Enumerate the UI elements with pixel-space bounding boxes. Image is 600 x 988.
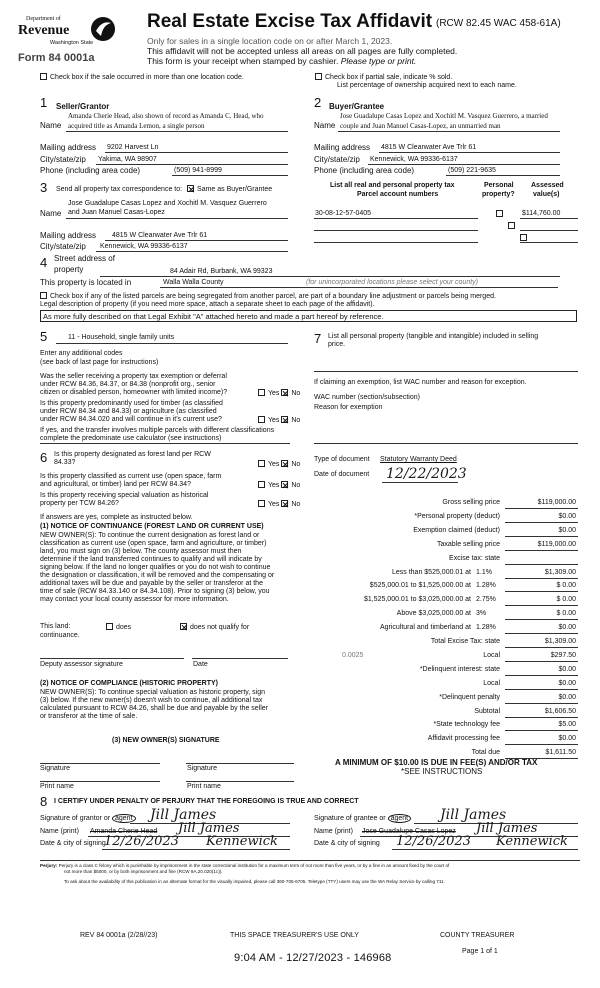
calc-label: Total due xyxy=(471,749,500,757)
tax-mail-value: 4815 W Clearwater Ave Trlr 61 xyxy=(112,232,208,239)
q-timber-2: under RCW 84.34 and 84.33) or agriculture (as classified xyxy=(40,408,217,415)
notice-compliance-1: NEW OWNER(S): To continue special valuation as historic property, sign xyxy=(40,689,265,696)
yes-label: Yes xyxy=(268,482,280,489)
calc-value: $1,606.50 xyxy=(544,707,576,715)
personal-property-checkbox-2[interactable] xyxy=(508,222,515,229)
doc-type-value: Statutory Warranty Deed xyxy=(380,456,457,463)
calc-rule xyxy=(505,661,578,662)
calc-value: $1,309.00 xyxy=(544,568,576,576)
calc-label: *Personal property (deduct) xyxy=(414,512,500,520)
calc-label: Excise tax: state xyxy=(449,554,500,562)
grantor-signature: Jill James xyxy=(150,807,217,823)
section-8-number: 8 xyxy=(40,794,48,809)
receipt-stamp: 9:04 AM - 12/27/2023 - 146968 xyxy=(234,952,392,964)
calc-label: *Delinquent penalty xyxy=(439,693,500,701)
if-yes-instruction: If answers are yes, complete as instructed below. xyxy=(40,514,193,521)
perjury-text-1: Perjury is a class C felony which is punishable by imprisonment in the state correctional institution for a maximum term of not more than five years, or by a fine in an amount fixed by the court of xyxy=(57,863,450,868)
q-exemption-3: citizen or disabled person, homeowner with limited income)? xyxy=(40,389,228,396)
form-number: Form 84 0001a xyxy=(18,52,95,64)
grantee-signature-label xyxy=(314,815,411,823)
form-rcw: (RCW 82.45 WAC 458-61A) xyxy=(436,18,561,29)
calc-label: Agricultural and timberland at xyxy=(379,624,471,632)
q-exemption-yes-checkbox[interactable] xyxy=(258,389,265,396)
yes-label: Yes xyxy=(268,417,280,424)
owner-print-label-2: Print name xyxy=(187,783,221,790)
grantor-signature-label xyxy=(40,815,136,823)
seller-title: Seller/Grantor xyxy=(56,102,110,111)
no-label: No xyxy=(291,390,301,397)
calc-rate: 2.75% xyxy=(476,596,496,604)
same-as-buyer-label: Same as Buyer/Grantee xyxy=(197,186,273,193)
q-forest-answer xyxy=(258,460,300,469)
q-exemption-no-checkbox[interactable] xyxy=(281,389,288,396)
grantor-date: 12/26/2023 xyxy=(104,834,179,849)
seller-mail-label: Mailing address xyxy=(40,143,97,152)
calc-rule xyxy=(505,605,578,606)
calc-value: $ 0.00 xyxy=(556,596,576,604)
notice-compliance-4: or transferor at the time of sale. xyxy=(40,713,138,720)
q-timber-3: under RCW 84.34.020 and will continue in it's current use? xyxy=(40,416,222,423)
yes-label: Yes xyxy=(268,461,280,468)
buyer-phone-label: Phone (including area code) xyxy=(314,166,415,175)
additional-codes-2: (see back of last page for instructions) xyxy=(40,359,159,366)
calc-rule xyxy=(505,508,578,509)
calc-rule xyxy=(505,675,578,676)
tax-city-label: City/state/zip xyxy=(40,242,86,251)
county-value: Walla Walla County xyxy=(163,279,224,286)
q-exemption-answer xyxy=(258,389,300,398)
calc-value: $297.50 xyxy=(550,651,576,659)
section-2-number: 2 xyxy=(314,95,322,110)
notice-continuance-title: (1) NOTICE OF CONTINUANCE (FOREST LAND OR CURRENT USE) xyxy=(40,523,264,530)
section-7-number: 7 xyxy=(314,331,322,346)
seller-phone-label: Phone (including area code) xyxy=(40,166,141,175)
land-does-option xyxy=(106,623,131,632)
note-3-emphasis: Please type or print. xyxy=(340,56,417,66)
calc-value: $0.00 xyxy=(558,693,576,701)
personal-property-checkbox-3[interactable] xyxy=(520,234,527,241)
calc-label: Local xyxy=(483,679,500,687)
segregation-check[interactable] xyxy=(40,292,496,301)
grantee-city: Kennewick xyxy=(496,834,568,849)
q-timber-answer xyxy=(258,416,300,425)
owner-print-label-1: Print name xyxy=(40,783,74,790)
buyer-title: Buyer/Grantee xyxy=(329,102,385,111)
grantor-date-city-label: Date & city of signing xyxy=(40,840,106,847)
minimum-due-notice: A MINIMUM OF $10.00 IS DUE IN FEE(S) AND/OR TAX xyxy=(335,758,538,767)
q-forest-yes-checkbox[interactable] xyxy=(258,460,265,467)
q-forest-no-checkbox[interactable] xyxy=(281,460,288,467)
page-number: Page 1 of 1 xyxy=(462,948,498,955)
legal-description-box xyxy=(40,310,577,322)
partial-sale-check[interactable] xyxy=(315,73,452,82)
new-owner-signature-title: (3) NEW OWNER(S) SIGNATURE xyxy=(112,737,220,744)
seller-city-value: Yakima, WA 98907 xyxy=(98,156,157,163)
wac-number-label: WAC number (section/subsection) xyxy=(314,394,420,401)
calc-rate: 1.28% xyxy=(476,582,496,590)
calc-label: Gross selling price xyxy=(442,499,500,506)
calc-rule xyxy=(505,717,578,718)
calc-rule xyxy=(505,591,578,592)
calc-label: Above $3,025,000.00 at xyxy=(396,610,471,618)
doc-date-value: 12/22/2023 xyxy=(386,466,467,482)
tax-name-line-2: and Juan Manuel Casas-Lopez xyxy=(68,209,165,216)
q-historic-no-checkbox[interactable] xyxy=(281,500,288,507)
calc-value: $1,611.50 xyxy=(545,749,576,757)
exemption-reason-label: Reason for exemption xyxy=(314,404,383,411)
multi-location-label: Check box if the sale occurred in more than one location code. xyxy=(50,74,244,81)
accessibility-note: To ask about the availability of this publication in an alternate format for the visually impaired, please call 360-705-6705. Teletype (TTY) users may use the WA Relay Service by calling 711. xyxy=(64,879,445,884)
notice-continuance-2: classification as current use (open space, farm and agriculture, or timber) xyxy=(40,540,267,547)
multi-location-check[interactable] xyxy=(40,73,244,82)
grantee-name-struck: Jose Guadalupe Casas Lopez xyxy=(362,828,456,835)
calc-rule xyxy=(505,536,578,537)
buyer-name-line-2: couple and Juan Manuel Casas-Lopez, an unmarried man xyxy=(340,122,501,130)
buyer-mail-value: 4815 W Clearwater Ave Trlr 61 xyxy=(381,144,477,151)
q-forest-1: Is this property designated as forest land per RCW xyxy=(54,451,211,458)
q-current-use-no-checkbox[interactable] xyxy=(281,481,288,488)
additional-codes-1: Enter any additional codes xyxy=(40,350,123,357)
calc-label: Taxable selling price xyxy=(436,540,500,548)
county-note: (for unincorporated locations please select your county) xyxy=(306,279,478,286)
local-rate: 0.0025 xyxy=(342,651,364,659)
note-line-2: This affidavit will not be accepted unless all areas on all pages are fully completed. xyxy=(147,46,458,56)
land-does-not-checkbox[interactable] xyxy=(180,623,187,630)
calc-value: $0.00 xyxy=(558,679,576,687)
land-does-label: does xyxy=(116,624,132,631)
calc-value: $ 0.00 xyxy=(556,582,576,590)
send-correspondence xyxy=(56,185,272,194)
calc-rule xyxy=(505,619,578,620)
buyer-mail-label: Mailing address xyxy=(314,143,371,152)
q-multi-2: complete the predominate use calculator (see instructions) xyxy=(40,435,222,442)
doc-type-label: Type of document xyxy=(314,456,370,463)
revenue-wordmark: Revenue xyxy=(18,23,70,38)
parcel-account: 30-08-12-57-0405 xyxy=(315,210,372,217)
logo-swoosh-icon xyxy=(90,16,116,42)
calc-value: $119,000.00 xyxy=(537,540,576,548)
calc-label: Less than $525,000.01 at xyxy=(391,568,471,576)
assessed-header-1: Assessed xyxy=(531,182,564,189)
street-label-1: Street address of xyxy=(54,254,115,263)
q-forest-2: 84.33? xyxy=(54,459,76,466)
personal-header-2: property? xyxy=(482,191,515,198)
calc-value: $ 0.00 xyxy=(556,610,576,618)
grantee-agent-circled: agent xyxy=(388,814,412,823)
tax-name-line-1: Jose Guadalupe Casas Lopez and Xochitl M. Vasquez Guerrero xyxy=(68,200,267,207)
partial-sale-checkbox[interactable] xyxy=(315,73,322,80)
calc-label: $525,000.01 to $1,525,000.00 at xyxy=(369,582,471,590)
calc-label: *Delinquent interest: state xyxy=(419,665,500,673)
notice-continuance-3: land, you must sign on (3) below. The county assessor must then xyxy=(40,548,242,555)
personal-property-text-2: price. xyxy=(328,341,346,348)
buyer-name-label: Name xyxy=(314,121,336,130)
segregation-label: Check box if any of the listed parcels are being segregated from another parcel, are part of a boundary line adjustment or parcels being merged. xyxy=(50,293,496,300)
no-label: No xyxy=(291,417,301,424)
buyer-phone-value: (509) 221-9635 xyxy=(448,167,496,174)
form-revision: REV 84 0001a (2/28//23) xyxy=(80,932,158,939)
tax-city-value: Kennewick, WA 99336-6137 xyxy=(100,243,188,250)
legal-description-label: Legal description of property (if you need more space, attach a separate sheet to each page of the affidavit). xyxy=(40,301,375,308)
q-current-use-1: Is this property classified as current use (open space, farm xyxy=(40,473,222,480)
located-label: This property is located in xyxy=(40,278,132,287)
doc-date-label: Date of document xyxy=(314,471,370,478)
this-land-2: continuance. xyxy=(40,632,80,639)
calc-label: Total Excise Tax: state xyxy=(430,638,500,645)
land-use-code: 11 - Household, single family units xyxy=(68,334,175,341)
calc-label: $1,525,000.01 to $3,025,000.00 at xyxy=(363,596,471,604)
calc-rule xyxy=(505,689,578,690)
send-label: Send all property tax correspondence to: xyxy=(56,186,183,193)
section-6-number: 6 xyxy=(40,450,48,465)
exemption-instruction: If claiming an exemption, list WAC number and reason for exception. xyxy=(314,379,527,386)
seller-name-line-1: Amanda Cherie Head, also shown of record as Amanda C. Head, who xyxy=(68,112,264,120)
land-does-checkbox[interactable] xyxy=(106,623,113,630)
calc-label: Local xyxy=(483,651,500,659)
grantee-date-city-label: Date & city of signing xyxy=(314,840,380,847)
yes-label: Yes xyxy=(268,501,280,508)
county-treasurer-label: COUNTY TREASURER xyxy=(440,932,515,939)
calc-value: $1,309.00 xyxy=(544,638,576,645)
state-line: Washington State xyxy=(50,40,94,46)
q-multi-1: If yes, and the transfer involves multiple parcels with different classifications xyxy=(40,427,275,434)
q-historic-yes-checkbox[interactable] xyxy=(258,500,265,507)
grantor-agent-circled: agent xyxy=(112,814,136,823)
calc-value: $0.00 xyxy=(558,512,576,520)
seller-city-label: City/state/zip xyxy=(40,155,86,164)
notice-continuance-8: time of sale (RCW 84.33.140 or 84.34.108). Prior to signing (3) below, you xyxy=(40,588,270,595)
seller-name-line-2: acquired title as Amanda Lemon, a single person xyxy=(68,122,205,130)
seller-mail-value: 9202 Harvest Ln xyxy=(107,144,159,151)
notice-compliance-title: (2) NOTICE OF COMPLIANCE (HISTORIC PROPERTY) xyxy=(40,680,218,687)
street-label-2: property xyxy=(54,265,84,274)
buyer-city-value: Kennewick, WA 99336-6137 xyxy=(370,156,458,163)
calc-value: $5.00 xyxy=(558,721,576,729)
parcel-assessed-value: $114,760.00 xyxy=(522,210,561,217)
calc-rule xyxy=(505,578,578,579)
note-line-1: Only for sales in a single location code on or after March 1, 2023. xyxy=(147,36,393,46)
calc-value: $119,000.00 xyxy=(537,499,576,506)
calc-value: $0.00 xyxy=(558,735,576,743)
seller-name-label: Name xyxy=(40,121,62,130)
calc-rule xyxy=(505,703,578,704)
grantee-signature: Jill James xyxy=(440,807,507,823)
section-4-number: 4 xyxy=(40,255,48,270)
deputy-date-label: Date xyxy=(193,661,208,668)
grantee-signature-text: Signature of grantee or xyxy=(314,815,386,822)
calc-rule xyxy=(505,522,578,523)
grantor-name-label: Name (print) xyxy=(40,828,79,835)
land-does-not-option xyxy=(180,623,249,632)
treasurer-space-note: THIS SPACE TREASURER'S USE ONLY xyxy=(230,932,359,939)
tax-name-label: Name xyxy=(40,209,62,218)
calc-label: Affidavit processing fee xyxy=(427,735,500,743)
section-5-number: 5 xyxy=(40,329,48,344)
calc-value: $0.00 xyxy=(558,526,576,534)
legal-description: As more fully described on that Legal Exhibit "A" attached hereto and made a part hereof by reference. xyxy=(43,312,384,321)
notice-continuance-6: the designation or classification, it will be removed and the compensating or xyxy=(40,572,275,579)
notice-continuance-1: NEW OWNER(S): To continue the current designation as forest land or xyxy=(40,532,260,539)
calc-label: *State technology fee xyxy=(433,721,500,729)
grantor-name-print: Jill James xyxy=(178,821,240,836)
q-current-use-2: and agricultural, or timber) land per RCW 84.34? xyxy=(40,481,191,488)
calc-rule xyxy=(505,744,578,745)
yes-label: Yes xyxy=(268,390,280,397)
grantee-date: 12/26/2023 xyxy=(396,834,471,849)
land-does-not-label: does not qualify for xyxy=(190,624,250,631)
q-timber-1: Is this property predominantly used for timber (as classified xyxy=(40,400,223,407)
perjury-line-2: not more than $5000, or by both imprisonment and fine (RCW 9A.20.020(1c)). xyxy=(64,869,223,874)
calc-rule xyxy=(505,633,578,634)
ownership-note: List percentage of ownership acquired next to each name. xyxy=(337,82,517,89)
section-1-number: 1 xyxy=(40,95,48,110)
q-current-use-answer xyxy=(258,481,300,490)
multi-location-checkbox[interactable] xyxy=(40,73,47,80)
personal-property-checkbox-1[interactable] xyxy=(496,210,503,217)
q-historic-2: property per TCW 84.26? xyxy=(40,500,119,507)
no-label: No xyxy=(291,482,301,489)
calc-rule xyxy=(505,730,578,731)
calc-value: $0.00 xyxy=(558,665,576,673)
calc-rule xyxy=(505,647,578,648)
form-title: Real Estate Excise Tax Affidavit xyxy=(147,11,433,32)
personal-header-1: Personal xyxy=(484,182,514,189)
calc-rate: 3% xyxy=(476,610,487,618)
partial-sale-label: Check box if partial sale, indicate % sold. xyxy=(325,74,453,81)
q-current-use-yes-checkbox[interactable] xyxy=(258,481,265,488)
notice-continuance-5: signing below. If the land no longer qualifies or you do not wish to continue xyxy=(40,564,271,571)
note-line-3 xyxy=(147,57,416,67)
buyer-name-line-1: Jose Guadalupe Casas Lopez and Xochitl M. Vasquez Guerrero, a married xyxy=(340,112,548,120)
grantee-name-print: Jill James xyxy=(476,821,538,836)
calc-label: Subtotal xyxy=(474,707,500,715)
section-3-number: 3 xyxy=(40,180,48,195)
street-value: 84 Adair Rd, Burbank, WA 99323 xyxy=(170,268,273,275)
see-instructions: *SEE INSTRUCTIONS xyxy=(401,767,483,776)
buyer-city-label: City/state/zip xyxy=(314,155,360,164)
calc-value: $0.00 xyxy=(558,624,576,632)
calc-rate: 1.1% xyxy=(476,568,492,576)
q-exemption-2: under RCW 84.36, 84.37, or 84.38 (nonprofit org., senior xyxy=(40,381,216,388)
calc-label: Exemption claimed (deduct) xyxy=(413,526,500,534)
no-label: No xyxy=(291,501,301,508)
calc-rate: 1.28% xyxy=(476,624,496,632)
seller-phone-value: (509) 941-8999 xyxy=(174,167,222,174)
deputy-signature-label: Deputy assessor signature xyxy=(40,661,123,668)
q-timber-no-checkbox[interactable] xyxy=(281,416,288,423)
perjury-label: Perjury: xyxy=(40,863,58,868)
no-label: No xyxy=(291,461,301,468)
notice-continuance-4: determine if the land transferred continues to qualify and will indicate by xyxy=(40,556,262,563)
parcel-header-2: Parcel account numbers xyxy=(357,191,439,198)
tax-mail-label: Mailing address xyxy=(40,231,97,240)
notice-continuance-9: may contact your local county assessor for more information. xyxy=(40,596,229,603)
notice-continuance-7: additional taxes will be due and payable by the seller or transferor at the xyxy=(40,580,263,587)
parcel-header-1: List all real and personal property tax xyxy=(330,182,455,189)
segregation-checkbox[interactable] xyxy=(40,292,47,299)
notice-compliance-3: calculated pursuant to RCW 84.26, shall be due and payable by the seller xyxy=(40,705,269,712)
q-timber-yes-checkbox[interactable] xyxy=(258,416,265,423)
personal-property-text-1: List all personal property (tangible and intangible) included in selling xyxy=(328,333,539,340)
this-land-1: This land: xyxy=(40,623,71,630)
dept-line: Department of xyxy=(26,16,61,22)
q-exemption-1: Was the seller receiving a property tax exemption or deferral xyxy=(40,373,227,380)
q-historic-1: Is this property receiving special valuation as historical xyxy=(40,492,209,499)
owner-signature-label-2: Signature xyxy=(187,765,217,772)
q-historic-answer xyxy=(258,500,300,509)
notice-compliance-2: (3) below. If the new owner(s) doesn't wish to continue, all additional tax xyxy=(40,697,263,704)
grantor-signature-text: Signature of grantor or xyxy=(40,815,111,822)
owner-signature-label-1: Signature xyxy=(40,765,70,772)
note-3-text: This form is your receipt when stamped by cashier. xyxy=(147,56,341,66)
grantor-name-struck: Amanda Cherie Head xyxy=(90,828,158,835)
grantee-name-label: Name (print) xyxy=(314,828,353,835)
same-as-buyer-checkbox[interactable] xyxy=(187,185,194,192)
calc-rule xyxy=(505,564,578,565)
certify-statement: I CERTIFY UNDER PENALTY OF PERJURY THAT THE FOREGOING IS TRUE AND CORRECT xyxy=(54,798,359,805)
grantor-city: Kennewick xyxy=(206,834,278,849)
assessed-header-2: value(s) xyxy=(533,191,560,198)
perjury-line-1 xyxy=(40,863,449,868)
calc-rule xyxy=(505,550,578,551)
